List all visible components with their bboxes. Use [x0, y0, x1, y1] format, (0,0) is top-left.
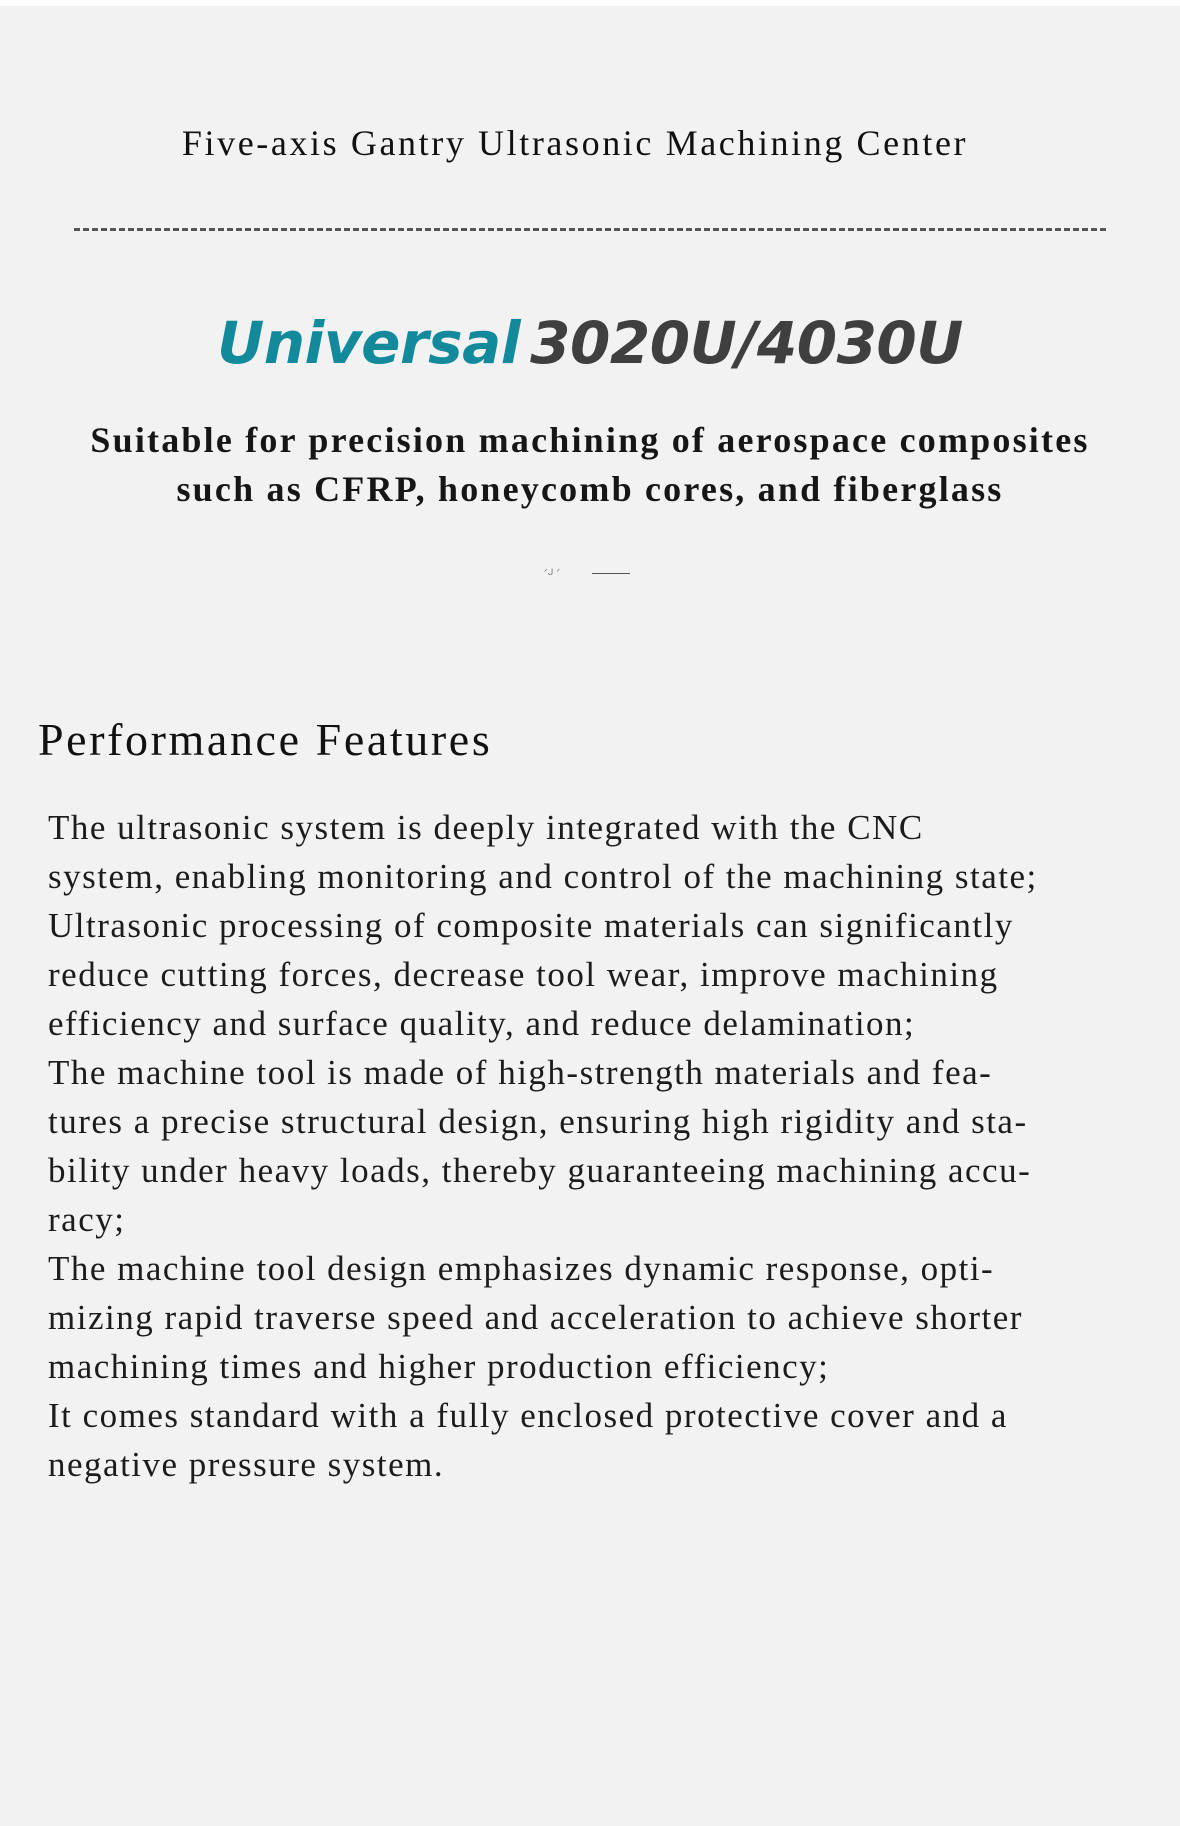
small-divider [592, 573, 630, 574]
feature-line: negative pressure system. [48, 1445, 445, 1484]
feature-line: Ultrasonic processing of composite materials can significantly [48, 906, 1014, 945]
product-model: 3020U/4030U [530, 309, 963, 377]
subtitle-line: Suitable for precision machining of aerospace composites [90, 420, 1090, 460]
product-title [0, 309, 1180, 377]
feature-line: efficiency and surface quality, and reduce delamination; [48, 1004, 916, 1043]
feature-line: mizing rapid traverse speed and acceleration to achieve shorter [48, 1298, 1023, 1337]
small-mark: ᐟᒍ ᐟ [544, 568, 561, 578]
feature-line: bility under heavy loads, thereby guaranteeing machining accu- [48, 1151, 1032, 1190]
product-subtitle [0, 416, 1180, 514]
feature-line: reduce cutting forces, decrease tool wear, improve machining [48, 955, 999, 994]
feature-line: racy; [48, 1200, 126, 1239]
feature-line: tures a precise structural design, ensuring high rigidity and sta- [48, 1102, 1028, 1141]
feature-line: machining times and higher production efficiency; [48, 1347, 830, 1386]
page [0, 6, 1180, 1826]
feature-line: The machine tool is made of high-strength materials and fea- [48, 1053, 993, 1092]
page-header-title: Five-axis Gantry Ultrasonic Machining Center [181, 123, 969, 163]
features-text [48, 803, 1160, 1489]
feature-line: The machine tool design emphasizes dynamic response, opti- [48, 1249, 995, 1288]
dashed-divider [74, 228, 1106, 231]
product-brand: Universal [217, 309, 521, 377]
feature-line: The ultrasonic system is deeply integrated with the CNC [48, 808, 924, 847]
feature-line: system, enabling monitoring and control of the machining state; [48, 857, 1038, 896]
subtitle-line: such as CFRP, honeycomb cores, and fiberglass [176, 469, 1004, 509]
feature-line: It comes standard with a fully enclosed protective cover and a [48, 1396, 1008, 1435]
section-title: Performance Features [38, 714, 493, 765]
